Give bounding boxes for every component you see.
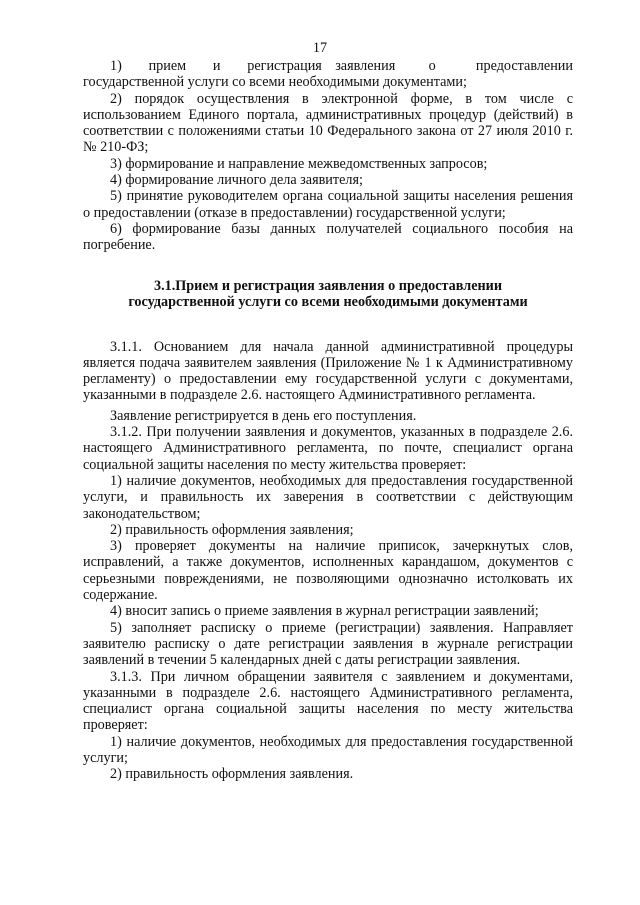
- list-item-database: 6) формирование базы данных получателей социального пособия на погребение.: [83, 220, 573, 254]
- check-item-receipt: 5) заполняет расписку о приеме (регистрации) заявления. Направляет заявителю расписку о дате регистрации заявления в журнале регистрации заявлений в течении 5 календарных дней с даты регистрации заявления.: [83, 619, 573, 669]
- check-item-application-format-personal: 2) правильность оформления заявления.: [110, 766, 354, 783]
- document-body: [83, 58, 573, 783]
- list-item-decision: 5) принятие руководителем органа социальной защиты населения решения о предоставлении (отказе в предоставлении) государственной услуги;: [83, 188, 573, 221]
- check-item-journal-entry: 4) вносит запись о приеме заявления в журнал регистрации заявлений;: [110, 603, 539, 620]
- check-item-documents-presence-personal: 1) наличие документов, необходимых для предоставления государственной услуги;: [83, 733, 573, 766]
- check-item-application-format: 2) правильность оформления заявления;: [110, 521, 354, 538]
- section-heading: [83, 278, 573, 311]
- check-item-documents-presence: 1) наличие документов, необходимых для предоставления государственной услуги, и правильность их заверения в соответствии с действующим законодательством;: [83, 472, 573, 522]
- paragraph-3-1-3: 3.1.3. При личном обращении заявителя с заявлением и документами, указанными в подразделе 2.6. настоящего Административного регламента, специалист органа социальной защиты населения по месту жительства проверяет:: [83, 668, 573, 734]
- list-item-reception: 1) прием и регистрация заявления о предоставлении государственной услуги со всеми необходимыми документами;: [83, 58, 573, 91]
- list-item-personal-file: 4) формирование личного дела заявителя;: [110, 172, 363, 189]
- paragraph-3-1-2: 3.1.2. При получении заявления и документов, указанных в подразделе 2.6. настоящего Административного регламента, по почте, специалист органа социальной защиты населения по месту жительства проверяет:: [83, 424, 573, 473]
- list-item-interagency-requests: 3) формирование и направление межведомственных запросов;: [110, 155, 488, 172]
- paragraph-3-1-1: 3.1.1. Основанием для начала данной административной процедуры является подача заявителем заявления (Приложение № 1 к Административному регламенту) о предоставлении ему государственной услуги с документами, указанными в подразделе 2.6. настоящего Административного регламента.: [83, 338, 573, 404]
- section-heading-line1: 3.1.Прием и регистрация заявления о предоставлении: [153, 277, 503, 294]
- check-item-corrections: 3) проверяет документы на наличие приписок, зачеркнутых слов, исправлений, а также документов, исполненных карандашом, документов с серьезными повреждениями, не позволяющими однозначно истолковать их содержание.: [83, 538, 573, 604]
- section-heading-line2: государственной услуги со всеми необходимыми документами: [128, 294, 528, 311]
- page-number: 17: [312, 40, 328, 56]
- paragraph-registration-day: Заявление регистрируется в день его поступления.: [110, 407, 417, 424]
- list-item-electronic-procedure: 2) порядок осуществления в электронной форме, в том числе с использованием Единого портала, административных процедур (действий) в соответствии с положениями статьи 10 Федерального закона от 27 июля 2010 г. № 210-ФЗ;: [83, 90, 573, 156]
